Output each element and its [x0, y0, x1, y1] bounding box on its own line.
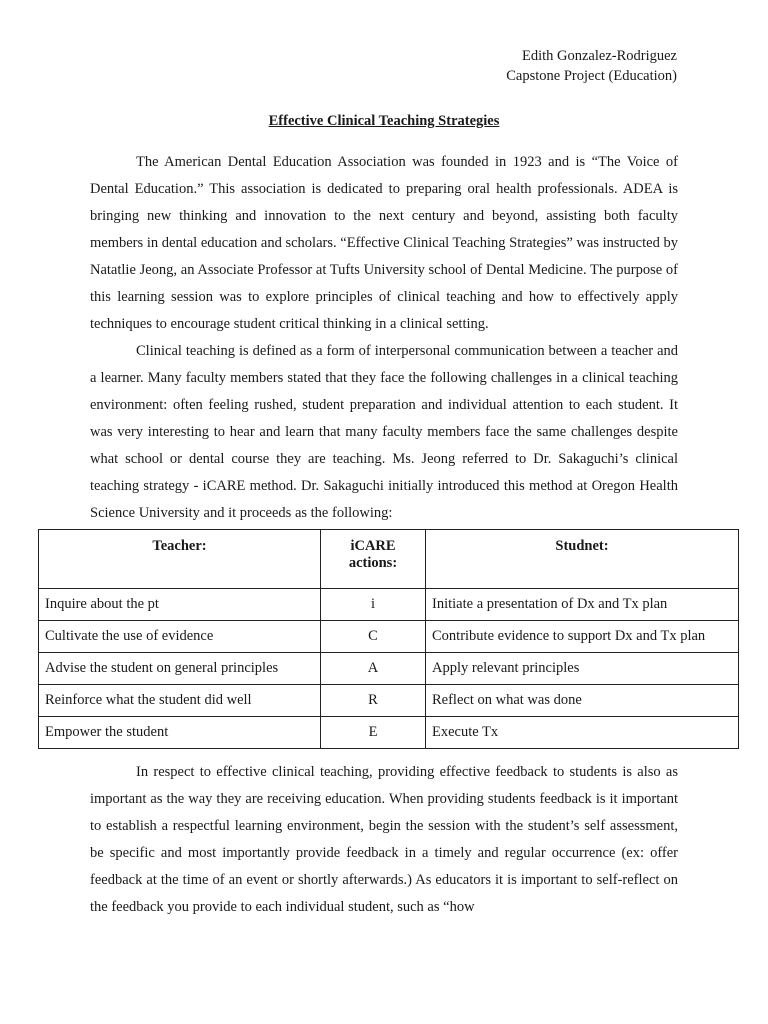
icare-table: [38, 529, 739, 749]
document-header: [506, 46, 677, 86]
feedback-text: [90, 759, 678, 921]
action-cell: i: [321, 589, 426, 621]
teacher-cell: Cultivate the use of evidence: [39, 621, 321, 653]
teacher-cell: Advise the student on general principles: [39, 653, 321, 685]
paragraph: Clinical teaching is defined as a form of interpersonal communication between a teacher and a learner. Many faculty members stated that they face the following challenges in a clinical teaching environment: often feeling rushed, student preparation and individual attention to each student. It was very interesting to hear and learn that many faculty members face the same challenges despite what school or dental course they are teaching. Ms. Jeong referred to Dr. Sakaguchi’s clinical teaching strategy - iCARE method. Dr. Sakaguchi initially introduced this method at Oregon Health Science University and it proceeds as the following:: [90, 343, 678, 521]
student-cell: Initiate a presentation of Dx and Tx plan: [426, 589, 739, 621]
paragraph: In respect to effective clinical teaching, providing effective feedback to students is also as important as the way they are receiving education. When providing students feedback is it important to establish a respectful learning environment, begin the session with the student’s self assessment, be specific and most importantly provide feedback in a timely and regular occurrence (ex: offer feedback at the time of an event or shortly afterwards.) As educators it is important to self-reflect on the feedback you provide to each individual student, such as “how: [90, 764, 678, 915]
student-cell: Reflect on what was done: [426, 685, 739, 717]
table-row: [39, 621, 739, 653]
table-header-row: [39, 530, 739, 589]
header-student: Studnet:: [426, 530, 739, 589]
intro-text: [90, 149, 678, 527]
teacher-cell: Reinforce what the student did well: [39, 685, 321, 717]
table-row: [39, 589, 739, 621]
action-cell: R: [321, 685, 426, 717]
student-cell: Execute Tx: [426, 717, 739, 749]
action-cell: C: [321, 621, 426, 653]
student-cell: Contribute evidence to support Dx and Tx plan: [426, 621, 739, 653]
author-name: Edith Gonzalez-Rodriguez: [521, 48, 677, 64]
header-teacher: Teacher:: [39, 530, 321, 589]
action-cell: E: [321, 717, 426, 749]
table-row: [39, 653, 739, 685]
paragraph: The American Dental Education Association was founded in 1923 and is “The Voice of Dental Education.” This association is dedicated to preparing oral health professionals. ADEA is bringing new thinking and innovation to the next century and beyond, assisting both faculty members in dental education and scholars. “Effective Clinical Teaching Strategies” was instructed by Natatlie Jeong, an Associate Professor at Tufts University school of Dental Medicine. The purpose of this learning session was to explore principles of clinical teaching and how to effectively apply techniques to encourage student critical thinking in a clinical setting.: [90, 154, 678, 332]
teacher-cell: Empower the student: [39, 717, 321, 749]
action-cell: A: [321, 653, 426, 685]
course-name: Capstone Project (Education): [506, 68, 677, 84]
document-title: Effective Clinical Teaching Strategies: [268, 113, 500, 129]
teacher-cell: Inquire about the pt: [39, 589, 321, 621]
header-icare-actions: iCARE actions:: [321, 530, 426, 589]
table-row: [39, 685, 739, 717]
student-cell: Apply relevant principles: [426, 653, 739, 685]
table-row: [39, 717, 739, 749]
